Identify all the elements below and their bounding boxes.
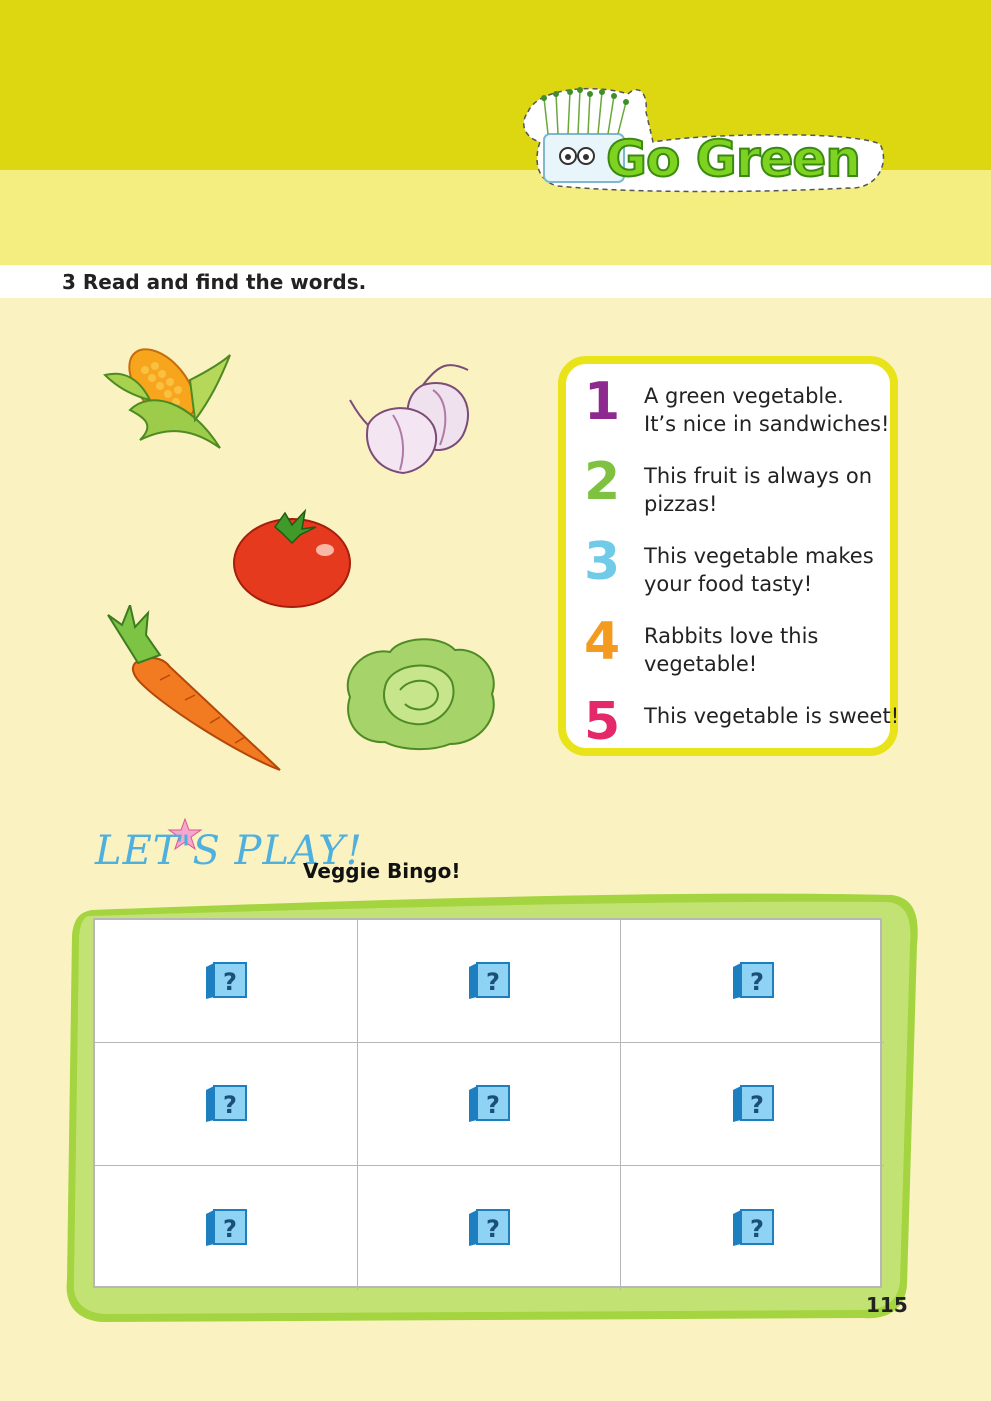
mystery-box-icon [731, 1084, 775, 1124]
svg-text:?: ? [223, 1091, 237, 1119]
svg-text:?: ? [486, 1215, 500, 1243]
clue-number: 3 [584, 532, 621, 592]
clue-text: A green vegetable. It’s nice in sandwiches! [644, 384, 890, 436]
mystery-box-icon [467, 961, 511, 1001]
exercise-instruction: 3 Read and find the words. [62, 270, 367, 294]
clue-text: Rabbits love this vegetable! [644, 624, 819, 676]
svg-text:?: ? [749, 968, 764, 996]
bingo-cell[interactable] [95, 920, 358, 1043]
bingo-cell[interactable] [95, 1166, 358, 1290]
bingo-cell[interactable] [621, 1043, 884, 1166]
mystery-box-icon [204, 961, 248, 1001]
bingo-grid [93, 918, 882, 1288]
svg-text:?: ? [749, 1091, 764, 1119]
bingo-cell[interactable] [95, 1043, 358, 1166]
bingo-cell[interactable] [358, 920, 621, 1043]
clue-box [558, 356, 898, 756]
svg-text:?: ? [223, 968, 237, 996]
lets-play-banner [95, 818, 363, 888]
clue-text: This vegetable is sweet! [644, 704, 900, 728]
tomato-image [230, 505, 355, 610]
game-title: Veggie Bingo! [303, 859, 461, 883]
mystery-box-icon [204, 1208, 248, 1248]
svg-text:?: ? [486, 1091, 500, 1119]
bingo-cell[interactable] [358, 1166, 621, 1290]
bingo-cell[interactable] [358, 1043, 621, 1166]
svg-text:?: ? [749, 1215, 764, 1243]
lets-play-text: LET'S PLAY! [95, 828, 363, 874]
go-green-logo [518, 82, 888, 194]
svg-text:?: ? [486, 968, 500, 996]
lettuce-image [340, 632, 500, 752]
svg-text:?: ? [223, 1215, 237, 1243]
clue-number: 4 [584, 612, 621, 672]
logo-text: Go Green [606, 130, 860, 188]
clue-number: 5 [584, 692, 621, 752]
mystery-box-icon [731, 961, 775, 1001]
clue-number: 1 [584, 372, 621, 432]
mystery-box-icon [467, 1084, 511, 1124]
page-number: 115 [866, 1293, 908, 1317]
clue-number: 2 [584, 452, 621, 512]
carrot-image [100, 605, 290, 775]
mystery-box-icon [467, 1208, 511, 1248]
onion-image [348, 345, 498, 480]
mystery-box-icon [204, 1084, 248, 1124]
corn-image [100, 330, 240, 460]
mystery-box-icon [731, 1208, 775, 1248]
clue-text: This vegetable makes your food tasty! [644, 544, 874, 596]
clue-text: This fruit is always on pizzas! [644, 464, 873, 516]
bingo-cell[interactable] [621, 920, 884, 1043]
bingo-cell[interactable] [621, 1166, 884, 1290]
